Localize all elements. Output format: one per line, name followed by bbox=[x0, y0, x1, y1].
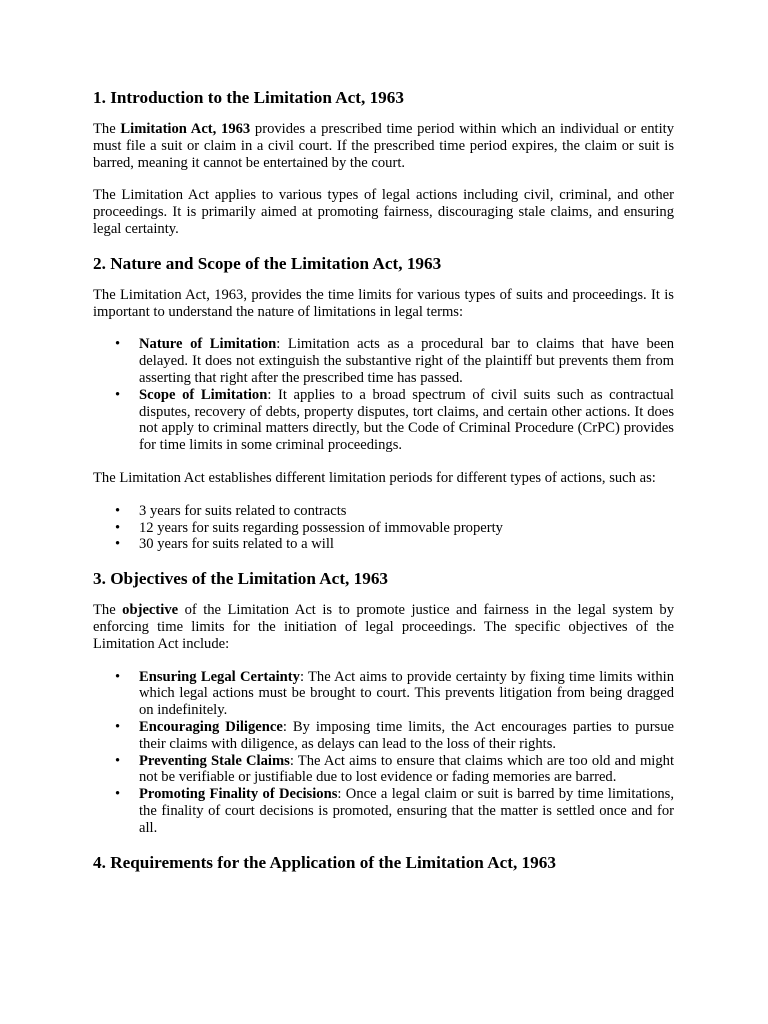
paragraph: The Limitation Act establishes different limitation periods for different types of actions, such as: bbox=[93, 469, 656, 486]
bullet-list bbox=[93, 336, 674, 454]
bullet-list bbox=[93, 669, 674, 837]
bold-term: Limitation Act, 1963 bbox=[120, 121, 251, 137]
list-item: • Nature of Limitation: Limitation acts as a procedural bar to claims that have been delayed. It does not extinguish the substantive right of the plaintiff but prevents them from asserting that right after the prescribed time has passed. bbox=[139, 336, 674, 386]
bold-term: objective bbox=[122, 602, 179, 619]
bold-term: Ensuring Legal Certainty bbox=[139, 668, 300, 685]
bold-term: Promoting Finality of Decisions bbox=[139, 786, 338, 803]
section-requirements bbox=[93, 853, 674, 873]
paragraph: The objective of the Limitation Act is to promote justice and fairness in the legal system by enforcing time limits for the initiation of legal proceedings. The specific objectives of the Limitation Act include: bbox=[93, 602, 674, 652]
section-heading: 4. Requirements for the Application of the Limitation Act, 1963 bbox=[93, 852, 556, 872]
list-item: • Encouraging Diligence: By imposing time limits, the Act encourages parties to pursue their claims with diligence, as delays can lead to the loss of their rights. bbox=[139, 719, 674, 753]
section-heading: 2. Nature and Scope of the Limitation Act, 1963 bbox=[93, 253, 442, 273]
bold-term: Nature of Limitation bbox=[139, 336, 277, 353]
list-item: • 12 years for suits regarding possession of immovable property bbox=[139, 520, 674, 537]
list-item: • Ensuring Legal Certainty: The Act aims to provide certainty by fixing time limits within which legal actions must be brought to court. This prevents litigation from being dragged on indefinitely. bbox=[139, 669, 674, 719]
paragraph: The Limitation Act, 1963 provides a prescribed time period within which an individual or entity must file a suit or claim in a civil court. If the prescribed time period expires, the claim or suit is barred, meaning it cannot be entertained by the court. bbox=[93, 121, 674, 171]
bold-term: Encouraging Diligence bbox=[139, 718, 283, 735]
bullet-list bbox=[93, 503, 674, 553]
section-objectives bbox=[93, 569, 674, 836]
section-heading: 1. Introduction to the Limitation Act, 1963 bbox=[93, 88, 404, 107]
list-item: • 3 years for suits related to contracts bbox=[139, 503, 674, 520]
section-heading: 3. Objectives of the Limitation Act, 1963 bbox=[93, 569, 389, 589]
section-introduction bbox=[93, 88, 674, 238]
paragraph: The Limitation Act, 1963, provides the time limits for various types of suits and proceedings. It is important to understand the nature of limitations in legal terms: bbox=[93, 286, 674, 320]
list-item: • Scope of Limitation: It applies to a broad spectrum of civil suits such as contractual disputes, recovery of debts, property disputes, tort claims, and certain other actions. It does not apply to criminal matters directly, but the Code of Criminal Procedure (CrPC) provides for time limits in some criminal proceedings. bbox=[139, 387, 674, 454]
list-item: • 30 years for suits related to a will bbox=[139, 536, 674, 553]
paragraph: The Limitation Act applies to various types of legal actions including civil, criminal, and other proceedings. It is primarily aimed at promoting fairness, discouraging stale claims, and ensuring legal certainty. bbox=[93, 187, 674, 237]
bold-term: Scope of Limitation bbox=[139, 386, 268, 403]
bold-term: Preventing Stale Claims bbox=[139, 752, 290, 769]
list-item: • Preventing Stale Claims: The Act aims to ensure that claims which are too old and might not be verifiable or justifiable due to lost evidence or fading memories are barred. bbox=[139, 753, 674, 787]
list-item: • Promoting Finality of Decisions: Once a legal claim or suit is barred by time limitations, the finality of court decisions is promoted, ensuring that the matter is settled once and for all. bbox=[139, 786, 674, 836]
section-nature-scope bbox=[93, 254, 674, 553]
document-page bbox=[93, 88, 674, 886]
